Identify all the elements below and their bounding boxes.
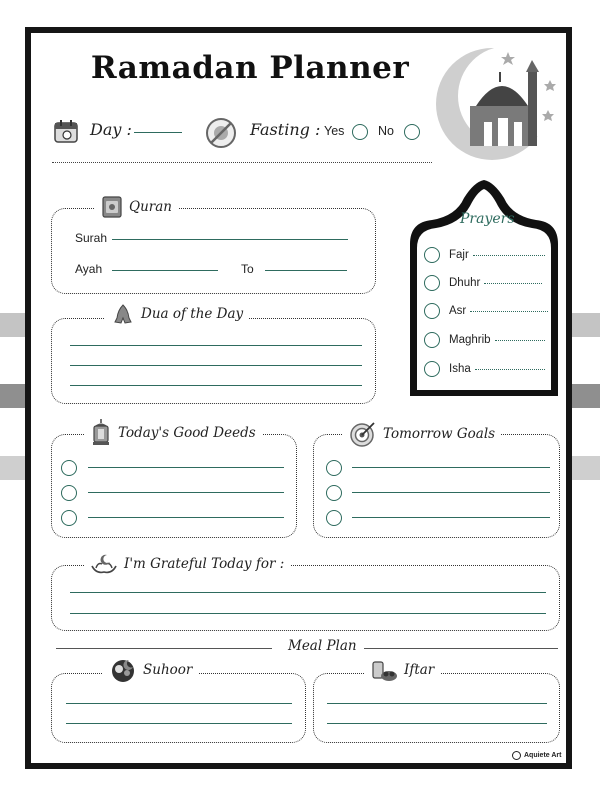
grateful-header (84, 552, 290, 576)
prayer-line-fajr (473, 255, 545, 256)
tomorrow-goals-box (313, 434, 560, 538)
iftar-line-2[interactable] (327, 723, 547, 724)
prayer-row-maghrib (424, 332, 545, 348)
hands-moon-icon (90, 552, 118, 576)
iftar-food-icon (370, 656, 398, 684)
praying-hands-icon (111, 302, 135, 326)
prayer-row-dhuhr (424, 275, 542, 291)
prayer-label-dhuhr: Dhuhr (449, 277, 481, 289)
prayer-row-asr (424, 303, 548, 319)
tomorrow-goals-title: Tomorrow Goals (383, 426, 496, 442)
credit (512, 751, 561, 760)
prayer-checkbox-fajr[interactable] (424, 247, 440, 263)
prayer-checkbox-asr[interactable] (424, 303, 440, 319)
quran-title: Quran (129, 199, 172, 215)
fasting-no-checkbox[interactable] (404, 124, 420, 140)
prayers-title: Prayers (460, 211, 515, 227)
credit-text: Aquiete Art (524, 752, 562, 759)
goal-line-2[interactable] (352, 492, 550, 493)
prayer-line-isha (475, 369, 545, 370)
iftar-line-1[interactable] (327, 703, 547, 704)
fasting-label: Fasting : (250, 120, 321, 139)
fasting-yes-checkbox[interactable] (352, 124, 368, 140)
good-deeds-header (84, 418, 262, 448)
good-deeds-title: Today's Good Deeds (118, 425, 256, 441)
prayer-checkbox-isha[interactable] (424, 361, 440, 377)
crescent-mosque-icon (430, 44, 568, 164)
good-deed-line-3[interactable] (88, 517, 284, 518)
ayah-from-input-line[interactable] (112, 270, 218, 271)
goal-checkbox-2[interactable] (326, 485, 342, 501)
day-label: Day : (90, 120, 132, 139)
prayer-line-dhuhr (484, 283, 542, 284)
good-deed-line-2[interactable] (88, 492, 284, 493)
grateful-line-2[interactable] (70, 613, 546, 614)
quran-box (51, 208, 376, 294)
header-divider (52, 162, 432, 163)
goal-checkbox-1[interactable] (326, 460, 342, 476)
prayer-line-maghrib (495, 340, 545, 341)
prayer-label-asr: Asr (449, 305, 467, 317)
dua-box (51, 318, 376, 404)
target-icon (349, 420, 377, 448)
tomorrow-goals-header (343, 420, 501, 448)
grateful-line-1[interactable] (70, 592, 546, 593)
page-title: Ramadan Planner (90, 50, 410, 86)
iftar-title: Iftar (404, 662, 435, 678)
fasting-yes-label: Yes (324, 124, 345, 138)
dua-header (105, 302, 249, 326)
iftar-header (364, 656, 440, 684)
ayah-to-label: To (241, 262, 254, 276)
goal-checkbox-3[interactable] (326, 510, 342, 526)
dua-title: Dua of the Day (141, 306, 244, 322)
good-deed-line-1[interactable] (88, 467, 284, 468)
dua-line-3[interactable] (70, 385, 362, 386)
prayer-label-maghrib: Maghrib (449, 334, 491, 346)
prayer-line-asr (470, 311, 548, 312)
good-deed-checkbox-3[interactable] (61, 510, 77, 526)
suhoor-header (103, 656, 198, 684)
day-input-line[interactable] (134, 132, 182, 133)
surah-label: Surah (75, 231, 108, 245)
ayah-to-input-line[interactable] (265, 270, 347, 271)
good-deed-checkbox-1[interactable] (61, 460, 77, 476)
prayer-row-fajr (424, 247, 545, 263)
good-deeds-box (51, 434, 297, 538)
quran-book-icon (101, 195, 123, 219)
fasting-no-label: No (378, 124, 394, 138)
grateful-title: I'm Grateful Today for : (124, 556, 285, 572)
suhoor-title: Suhoor (143, 662, 193, 678)
good-deed-checkbox-2[interactable] (61, 485, 77, 501)
prayer-checkbox-dhuhr[interactable] (424, 275, 440, 291)
lantern-icon (90, 418, 112, 448)
prayer-label-fajr: Fajr (449, 249, 469, 261)
copyright-icon (512, 751, 521, 760)
suhoor-food-icon (109, 656, 137, 684)
ayah-label: Ayah (75, 262, 103, 276)
no-food-icon (205, 117, 237, 149)
prayer-row-isha (424, 361, 545, 377)
dua-line-1[interactable] (70, 345, 362, 346)
meal-plan-title: Meal Plan (288, 638, 357, 654)
goal-line-1[interactable] (352, 467, 550, 468)
prayer-checkbox-maghrib[interactable] (424, 332, 440, 348)
suhoor-line-1[interactable] (66, 703, 292, 704)
prayer-label-isha: Isha (449, 363, 471, 375)
quran-header (95, 195, 178, 219)
calendar-icon (53, 118, 79, 144)
goal-line-3[interactable] (352, 517, 550, 518)
suhoor-line-2[interactable] (66, 723, 292, 724)
dua-line-2[interactable] (70, 365, 362, 366)
meal-plan-rule-left (56, 648, 272, 649)
surah-input-line[interactable] (112, 239, 348, 240)
meal-plan-rule-right (364, 648, 558, 649)
